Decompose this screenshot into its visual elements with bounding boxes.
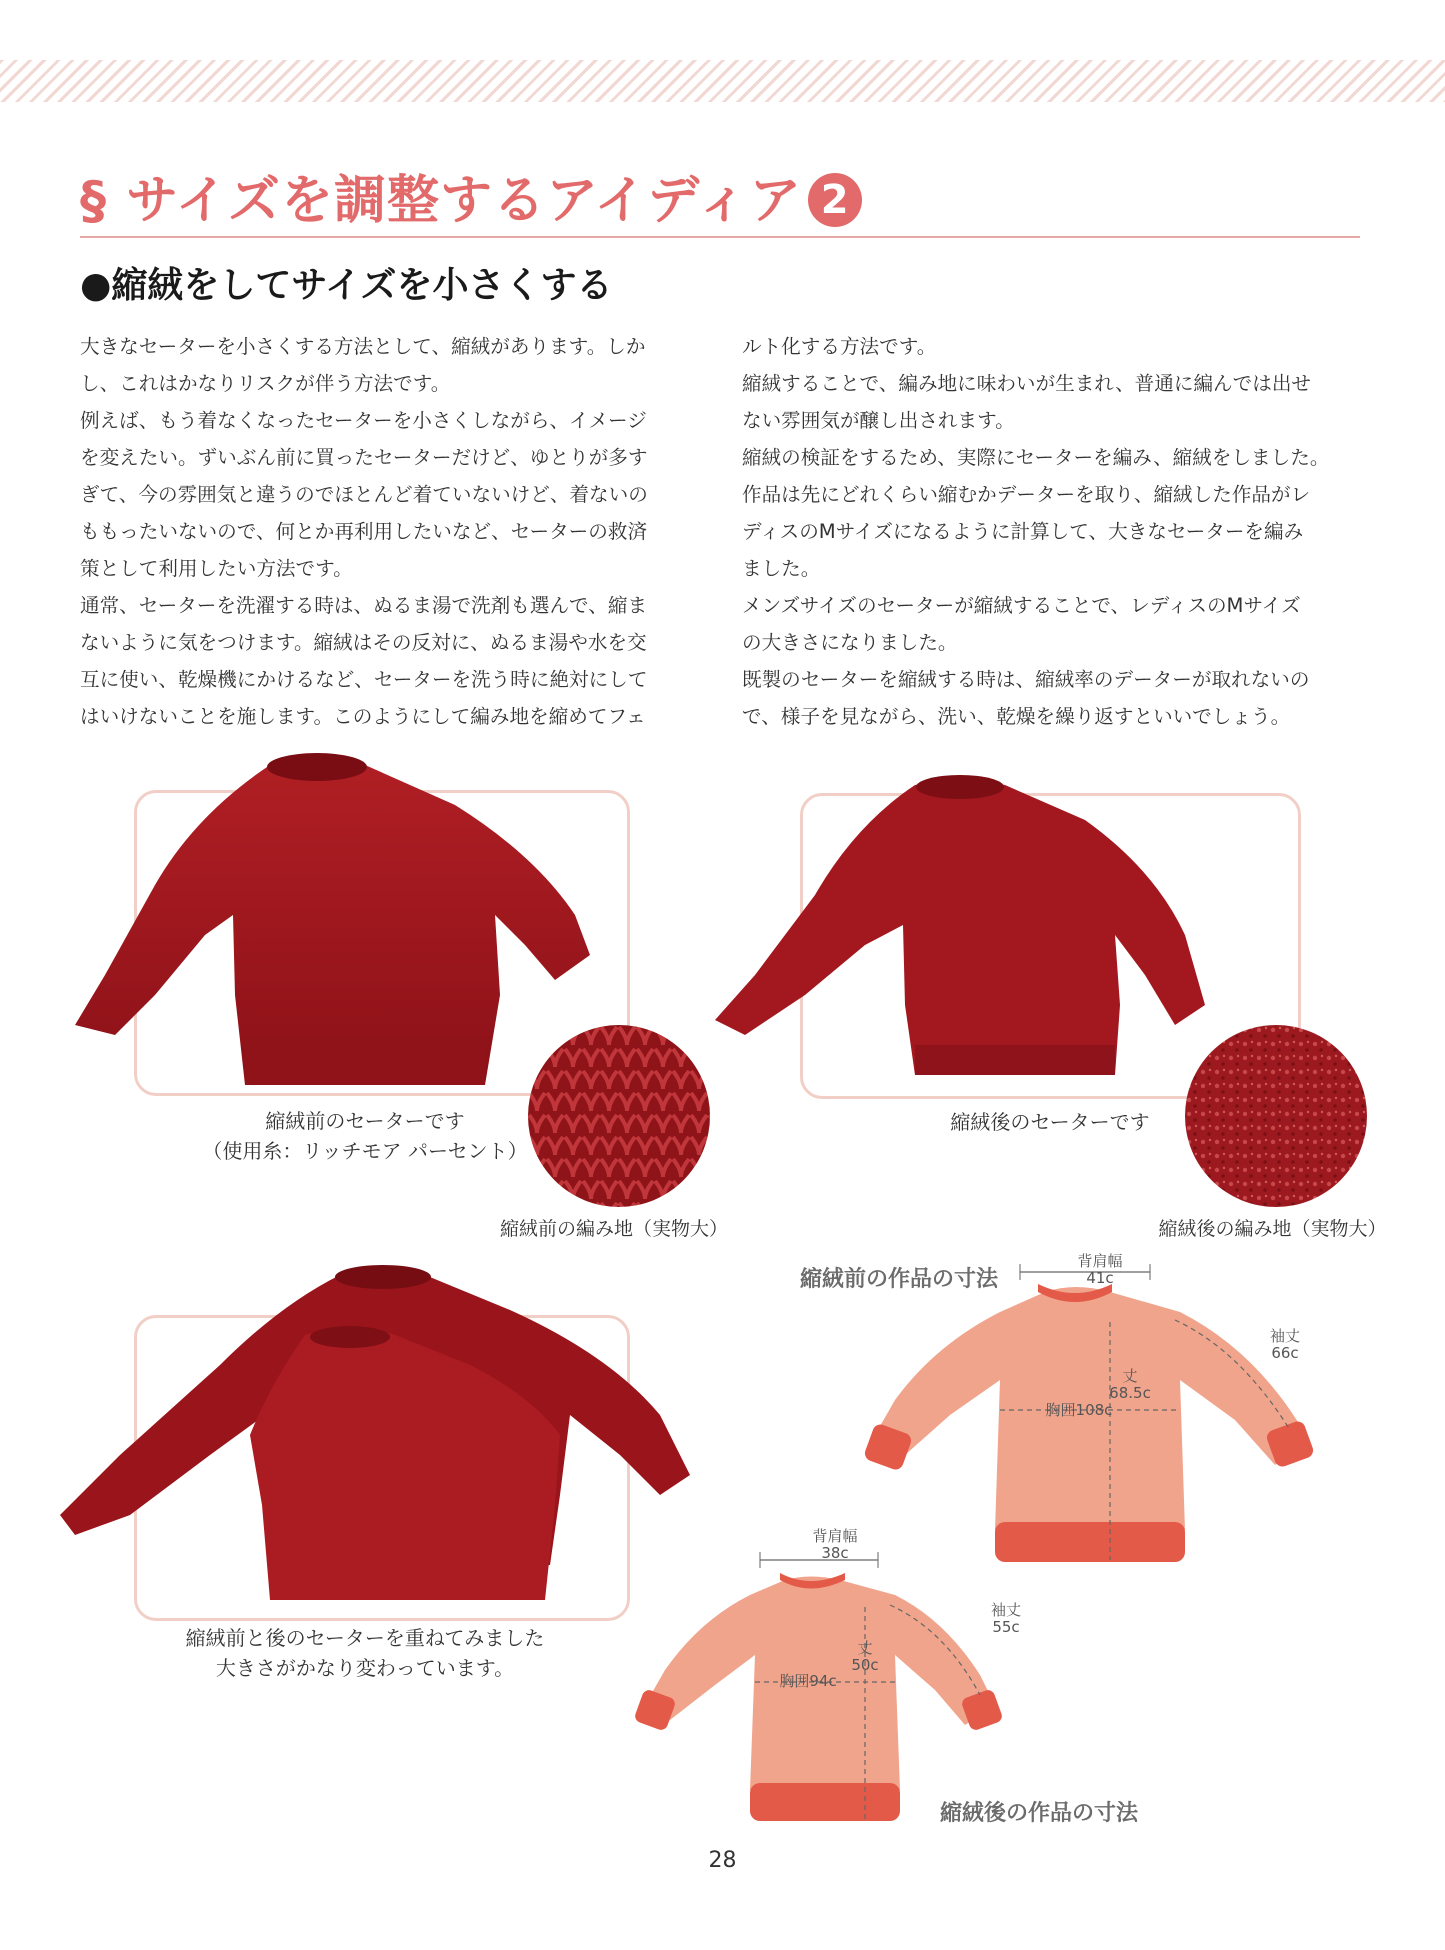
dim-value: 50c (851, 1656, 879, 1674)
dim-after-shoulder (800, 1528, 870, 1562)
photo-sweater-after (715, 775, 1235, 1085)
caption-before-sweater (200, 1106, 530, 1166)
diagram-after-title: 縮絨後の作品の寸法 (940, 1801, 1139, 1826)
body-line: 縮絨の検証をするため、実際にセーターを編み、縮絨をしました。 (742, 446, 1330, 469)
caption-after-sweater: 縮絨後のセーターです (950, 1110, 1150, 1134)
body-line: 策として利用したい方法です。 (80, 557, 353, 580)
dim-before-sleeve (1255, 1328, 1315, 1362)
dim-value: 38c (821, 1544, 849, 1562)
dim-label: 背肩幅 (1077, 1252, 1123, 1270)
page-number: 28 (708, 1848, 737, 1873)
body-line: を変えたい。ずいぶん前に買ったセーターだけど、ゆとりが多す (80, 446, 648, 469)
page-title (80, 158, 862, 233)
caption-after-swatch: 縮絨後の編み地（実物大） (1158, 1218, 1387, 1240)
dim-value: 41c (1086, 1269, 1114, 1287)
title-divider (80, 236, 1360, 238)
photo-sweater-before (55, 745, 615, 1085)
dim-label: 背肩幅 (812, 1527, 858, 1545)
caption-line: 大きさがかなり変わっています。 (215, 1656, 515, 1680)
caption-line: 縮絨前のセーターです (265, 1109, 465, 1133)
body-line: ました。 (742, 557, 821, 580)
swatch-before (528, 1025, 710, 1207)
body-line: ルト化する方法です。 (742, 335, 937, 358)
body-line: 縮絨することで、編み地に味わいが生まれ、普通に編んでは出せ (742, 372, 1312, 395)
dim-value: 66c (1271, 1344, 1299, 1362)
body-line: はいけないことを施します。このようにして編み地を縮めてフェ (80, 705, 646, 728)
dim-after-sleeve (978, 1602, 1034, 1636)
body-line: 通常、セーターを洗濯する時は、ぬるま湯で洗剤も選んで、縮ま (80, 594, 648, 617)
body-line: で、様子を見ながら、洗い、乾燥を繰り返すといいでしょう。 (742, 705, 1291, 728)
caption-before-swatch: 縮絨前の編み地（実物大） (499, 1218, 728, 1240)
caption-overlay (160, 1623, 570, 1683)
body-line: 既製のセーターを縮絨する時は、縮絨率のデーターが取れないの (742, 668, 1310, 691)
body-line: 作品は先にどれくらい縮むかデーターを取り、縮絨した作品がレ (742, 483, 1311, 506)
body-line: ない雰囲気が醸し出されます。 (742, 409, 1015, 432)
dim-before-length (1100, 1368, 1160, 1402)
body-line: ももったいないので、何とか再利用したいなど、セーターの救済 (80, 520, 648, 543)
dim-after-chest: 胸囲94c (779, 1672, 837, 1690)
title-number-badge: 2 (808, 173, 862, 227)
page-title-text: § サイズを調整するアイディア (80, 171, 803, 231)
swatch-after (1185, 1025, 1367, 1207)
dim-label: 丈 (1122, 1367, 1138, 1385)
diagram-before-title: 縮絨前の作品の寸法 (800, 1267, 999, 1292)
body-line: ディスのMサイズになるように計算して、大きなセーターを編み (742, 520, 1304, 543)
dim-value: 55c (992, 1618, 1020, 1636)
caption-line: 縮絨前と後のセーターを重ねてみました (185, 1626, 545, 1650)
body-line: 大きなセーターを小さくする方法として、縮絨があります。しか (80, 335, 646, 358)
header-stripe (0, 60, 1445, 102)
caption-line: （使用糸：リッチモア パーセント） (202, 1139, 528, 1163)
body-line: 互に使い、乾燥機にかけるなど、セーターを洗う時に絶対にして (80, 668, 648, 691)
dim-before-shoulder (1060, 1253, 1140, 1287)
body-line: の大きさになりました。 (742, 631, 958, 654)
body-line: ないように気をつけます。縮絨はその反対に、ぬるま湯や水を交 (80, 631, 647, 654)
dim-after-length (838, 1640, 892, 1674)
body-line: し、これはかなりリスクが伴う方法です。 (80, 372, 451, 395)
dim-before-chest: 胸囲108c (1045, 1401, 1113, 1419)
body-line: 例えば、もう着なくなったセーターを小さくしながら、イメージ (80, 409, 647, 432)
dim-label: 袖丈 (1269, 1327, 1300, 1345)
section-subheading: ●縮絨をしてサイズを小さくする (80, 265, 613, 306)
dim-label: 袖丈 (990, 1601, 1021, 1619)
body-text-right (742, 328, 1354, 735)
body-line: ぎて、今の雰囲気と違うのでほとんど着ていないけど、着ないの (80, 483, 648, 506)
body-line: メンズサイズのセーターが縮絨することで、レディスのMサイズ (742, 594, 1301, 617)
body-text-left (80, 328, 692, 735)
dim-label: 丈 (857, 1639, 873, 1657)
dim-value: 68.5c (1109, 1384, 1151, 1402)
